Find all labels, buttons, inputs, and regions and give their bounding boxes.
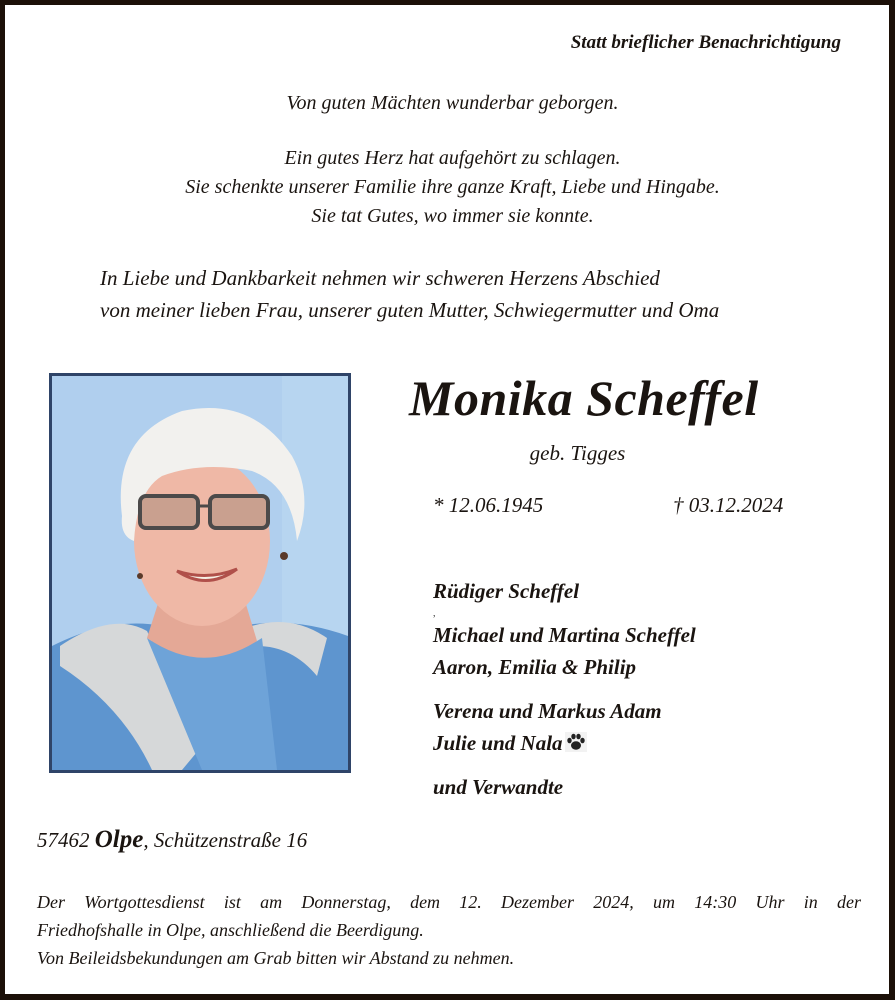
address: [37, 826, 307, 854]
paw-print-icon: [565, 732, 587, 752]
portrait-illustration: [52, 376, 348, 770]
service-line-2: Friedhofshalle in Olpe, anschließend die Beerdigung.: [37, 920, 424, 940]
mourner-4: Verena und Markus Adam: [433, 699, 662, 723]
address-street: , Schützenstraße 16: [143, 828, 308, 852]
mourner-5-row: [433, 731, 587, 756]
stray-mark: ,: [433, 608, 436, 619]
service-line-1: Der Wortgottesdienst ist am Donnerstag, dem 12. Dezember 2024, um 14:30 Uhr in der: [37, 892, 861, 912]
address-city: Olpe: [94, 826, 144, 853]
verse: Von guten Mächten wunderbar geborgen.: [286, 92, 619, 114]
intro-line-1: In Liebe und Dankbarkeit nehmen wir schweren Herzens Abschied: [100, 266, 660, 290]
birth-date: * 12.06.1945: [433, 493, 544, 517]
address-postcode: 57462: [37, 828, 90, 852]
tribute-line-3: Sie tat Gutes, wo immer sie konnte.: [311, 205, 594, 227]
death-date: † 03.12.2024: [673, 493, 784, 517]
tribute-line-2: Sie schenkte unserer Familie ihre ganze Kraft, Liebe und Hingabe.: [185, 176, 720, 198]
service-line-3: Von Beileidsbekundungen am Grab bitten wir Abstand zu nehmen.: [37, 948, 515, 968]
mourner-1: Rüdiger Scheffel: [433, 579, 580, 603]
maiden-name: geb. Tigges: [529, 441, 626, 465]
intro-line-2: von meiner lieben Frau, unserer guten Mutter, Schwiegermutter und Oma: [100, 298, 720, 322]
header-note: Statt brieflicher Benachrichtigung: [570, 32, 841, 53]
mourner-2: Michael und Martina Scheffel: [433, 623, 696, 647]
tribute-line-1: Ein gutes Herz hat aufgehört zu schlagen.: [284, 147, 621, 169]
mourner-3: Aaron, Emilia & Philip: [433, 655, 637, 679]
portrait-photo: [49, 373, 351, 773]
mourner-5: Julie und Nala: [433, 731, 563, 755]
deceased-name: Monika Scheffel: [409, 370, 759, 426]
mourner-6: und Verwandte: [433, 775, 564, 799]
